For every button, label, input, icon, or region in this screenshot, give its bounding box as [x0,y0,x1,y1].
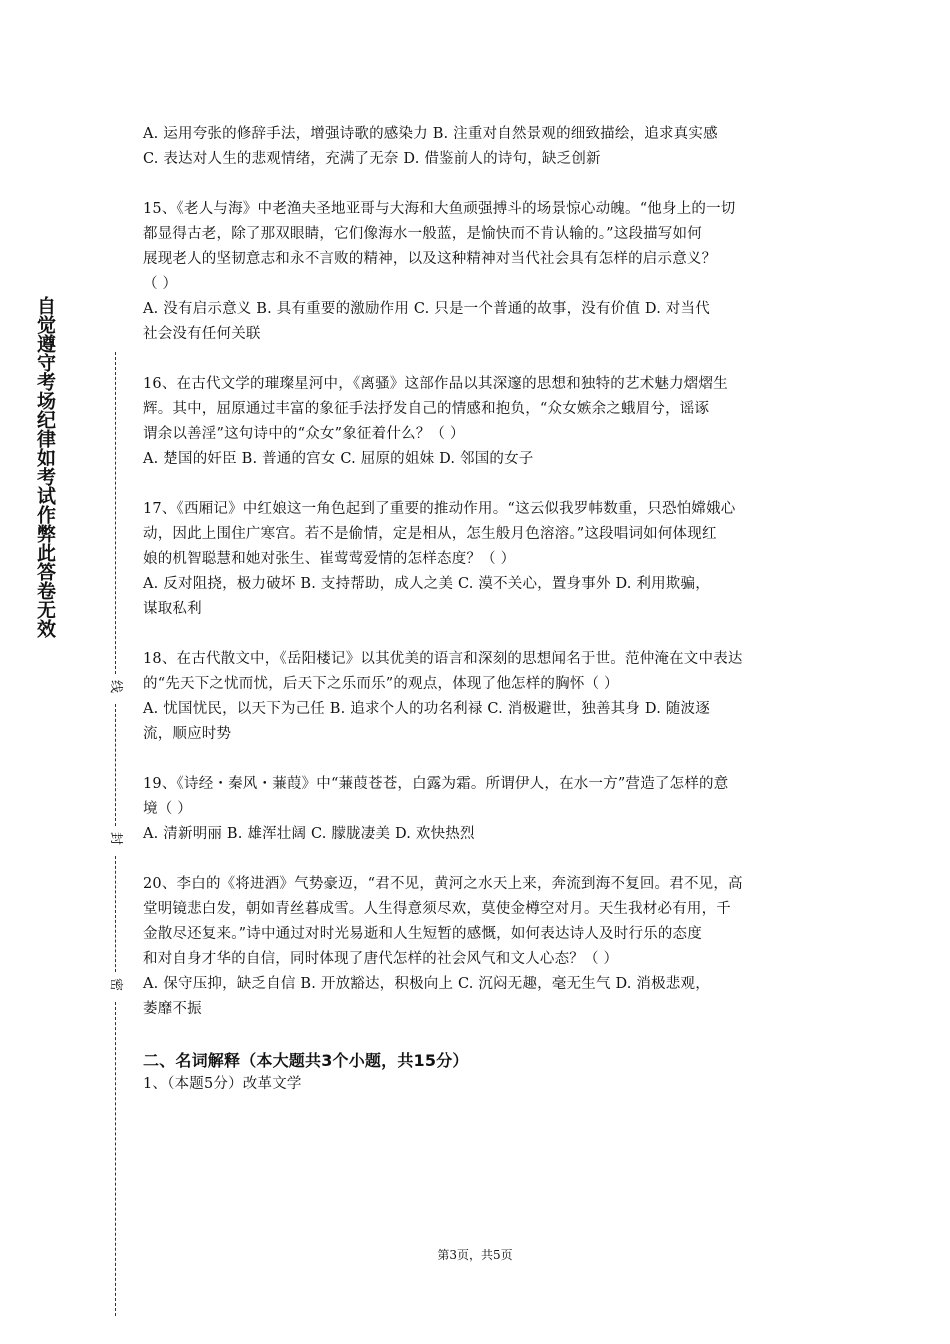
page-number: 第3页，共5页 [437,1248,513,1262]
question-line: A. 忧国忧民，以天下为己任 B. 追求个人的功名利禄 C. 消极避世，独善其身 D. 随波逐 [143,701,710,717]
exam-content [143,122,810,1097]
question-line: 20、李白的《将进酒》气势豪迈，“君不见，黄河之水天上来，奔流到海不复回。君不见，高 [143,876,743,892]
question-q16 [143,372,810,472]
question-q14-options [143,122,810,172]
question-line: 15、《老人与海》中老渔夫圣地亚哥与大海和大鱼顽强搏斗的场景惊心动魄。“他身上的一切 [143,201,736,217]
binding-dashed-line [115,704,116,826]
question-line: 19、《诗经・秦风・蒹葭》中“蒹葭苍苍，白露为霜。所谓伊人，在水一方”营造了怎样的意 [143,776,729,792]
question-line: 的“先天下之忧而忧，后天下之乐而乐”的观点，体现了他怎样的胸怀（ ） [143,676,619,692]
binding-mark-seal: 封 [108,832,123,846]
question-line: C. 表达对人生的悲观情绪，充满了无奈 D. 借鉴前人的诗句，缺乏创新 [143,151,601,167]
question-q18 [143,647,810,747]
question-line: 娘的机智聪慧和她对张生、崔莺莺爱情的怎样态度？（ ） [143,551,516,567]
question-line: 流，顺应时势 [143,726,232,742]
binding-dashed-line [115,856,116,972]
question-line: A. 楚国的奸臣 B. 普通的宫女 C. 屈原的姐妹 D. 邻国的女子 [143,451,534,467]
question-line: 18、在古代散文中，《岳阳楼记》以其优美的语言和深刻的思想闻名于世。范仲淹在文中表达 [143,651,743,667]
question-line: 16、在古代文学的璀璨星河中，《离骚》这部作品以其深邃的思想和独特的艺术魅力熠熠生 [143,376,728,392]
question-line: A. 运用夸张的修辞手法，增强诗歌的感染力 B. 注重对自然景观的细致描绘，追求真实感 [143,126,718,142]
binding-mark-line: 线 [108,680,123,694]
question-line: 境（ ） [143,801,192,817]
question-line: 萎靡不振 [143,1001,202,1017]
question-line: A. 没有启示意义 B. 具有重要的激励作用 C. 只是一个普通的故事，没有价值 D. 对当代 [143,301,710,317]
binding-dashed-line [115,1002,116,1316]
binding-dashed-line [115,352,116,674]
question-line: 和对自身才华的自信，同时体现了唐代怎样的社会风气和文人心态？（ ） [143,951,619,967]
question-line: A. 清新明丽 B. 雄浑壮阔 C. 朦胧凄美 D. 欢快热烈 [143,826,475,842]
question-line: A. 反对阻挠，极力破坏 B. 支持帮助，成人之美 C. 漠不关心，置身事外 D. 利用欺骗， [143,576,710,592]
question-q17 [143,497,810,622]
question-line: 展现老人的坚韧意志和永不言败的精神，以及这种精神对当代社会具有怎样的启示意义？ [143,251,717,267]
question-gap [143,847,810,872]
question-line: 都显得古老，除了那双眼睛，它们像海水一般蓝，是愉快而不肯认输的。”这段描写如何 [143,226,702,242]
question-q20 [143,872,810,1022]
question-line: 辉。其中，屈原通过丰富的象征手法抒发自己的情感和抱负，“众女嫉余之蛾眉兮，谣诼 [143,401,710,417]
question-line: 17、《西厢记》中红娘这一角色起到了重要的推动作用。“这云似我罗帏数重，只恐怕嫦娥心 [143,501,736,517]
question-line: 谓余以善淫”这句诗中的“众女”象征着什么？（ ） [143,426,465,442]
question-line: 社会没有任何关联 [143,326,261,342]
question-line: 金散尽还复来。”诗中通过对时光易逝和人生短暂的感慨，如何表达诗人及时行乐的态度 [143,926,702,942]
question-gap [143,172,810,197]
binding-mark-secret: 密 [108,978,123,992]
question-line: A. 保守压抑，缺乏自信 B. 开放豁达，积极向上 C. 沉闷无趣，毫无生气 D. 消极悲观， [143,976,710,992]
section-title: 二、名词解释（本大题共3个小题，共15分） [143,1051,469,1070]
term-item: 1、（本题5分）改革文学 [143,1076,302,1092]
question-line: 动，因此上围住广寒宫。若不是偷情，定是相从，怎生般月色溶溶。”这段唱词如何体现红 [143,526,717,542]
question-line: 堂明镜悲白发，朝如青丝暮成雪。人生得意须尽欢，莫使金樽空对月。天生我材必有用，千 [143,901,731,917]
question-gap [143,472,810,497]
question-gap [143,622,810,647]
question-line: 谋取私利 [143,601,202,617]
question-gap [143,347,810,372]
question-gap [143,747,810,772]
exam-discipline-notice: 自觉遵守考场纪律如考试作弊此答卷无效 [34,296,56,638]
section-gap [143,1022,810,1047]
question-q15 [143,197,810,347]
question-line: （ ） [143,276,178,292]
question-q19 [143,772,810,847]
